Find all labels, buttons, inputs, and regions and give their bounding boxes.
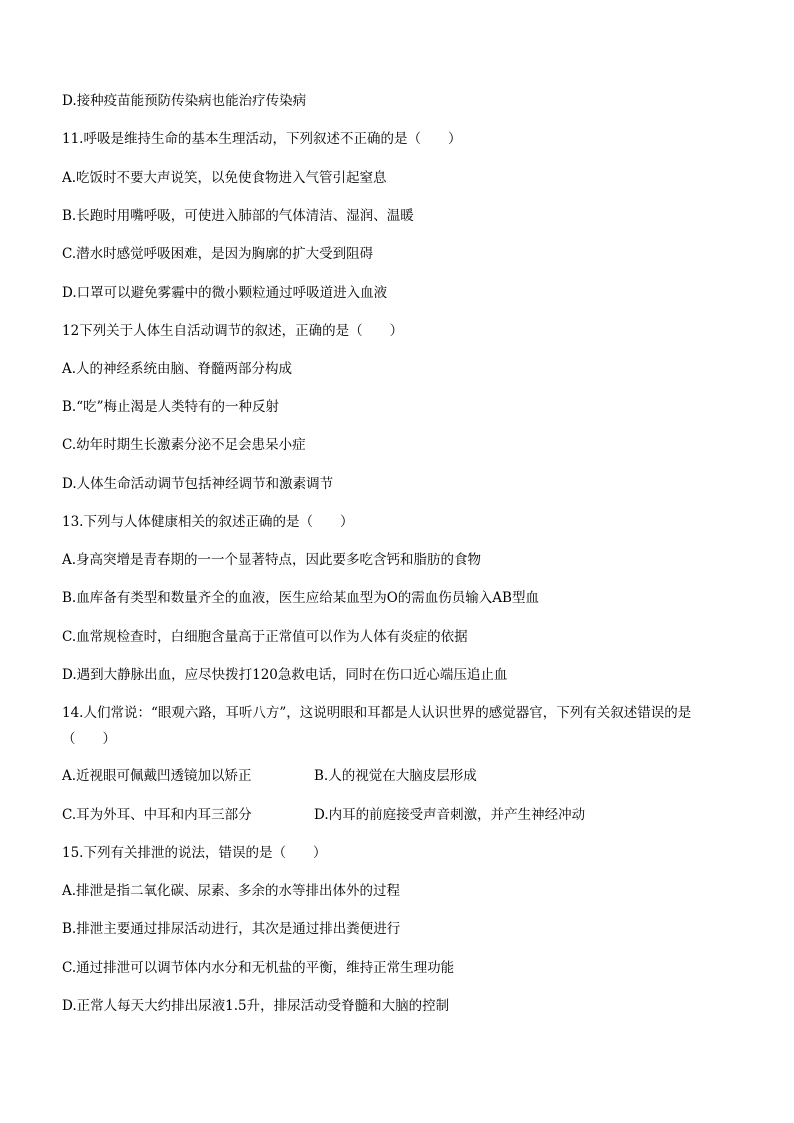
question-12: 12下列关于人体生自活动调节的叙述，正确的是（ ）: [62, 323, 404, 339]
q15-option-b: B.排泄主要通过排尿活动进行，其次是通过排出粪便进行: [62, 921, 401, 937]
q14-option-d: D.内耳的前庭接受声音刺激，并产生神经冲动: [314, 807, 586, 823]
q10-option-d: D.接种疫苗能预防传染病也能治疗传染病: [62, 93, 307, 109]
question-13: 13.下列与人体健康相关的叙述正确的是（ ）: [62, 514, 354, 530]
q11-option-c: C.潜水时感觉呼吸困难，是因为胸廓的扩大受到阻碍: [62, 246, 374, 262]
question-14: 14.人们常说：“眼观六路，耳听八方”，这说明眼和耳都是人认识世界的感觉器官，下列有关叙述错误的是（ ）: [62, 705, 692, 747]
q15-option-a: A.排泄是指二氧化碳、尿素、多余的水等排出体外的过程: [62, 883, 401, 899]
q13-option-d: D.遇到大静脉出血，应尽快拨打120急救电话，同时在伤口近心端压追止血: [62, 667, 508, 683]
q15-option-c: C.通过排泄可以调节体内水分和无机盐的平衡，维持正常生理功能: [62, 960, 455, 976]
q12-option-b: B.“吃”梅止渴是人类特有的一种反射: [62, 399, 280, 415]
q14-option-b: B.人的视觉在大脑皮层形成: [314, 768, 477, 784]
q14-option-a: A.近视眼可佩戴凹透镜加以矫正: [62, 768, 252, 784]
q11-option-b: B.长跑时用嘴呼吸，可使进入肺部的气体清洁、湿润、温暖: [62, 208, 414, 224]
question-11: 11.呼吸是维持生命的基本生理活动，下列叙述不正确的是（ ）: [62, 131, 462, 147]
q11-option-d: D.口罩可以避免雾霾中的微小颗粒通过呼吸道进入血液: [62, 285, 388, 301]
q12-option-a: A.人的神经系统由脑、脊髓两部分构成: [62, 361, 293, 377]
q13-option-a: A.身高突增是青春期的一一个显著特点，因此要多吃含钙和脂肪的食物: [62, 552, 482, 568]
q13-option-c: C.血常规检查时，白细胞含量高于正常值可以作为人体有炎症的依据: [62, 629, 468, 645]
q12-option-d: D.人体生命活动调节包括神经调节和激素调节: [62, 476, 334, 492]
question-15: 15.下列有关排泄的说法，错误的是（ ）: [62, 845, 327, 861]
q12-option-c: C.幼年时期生长激素分泌不足会患呆小症: [62, 437, 306, 453]
q15-option-d: D.正常人每天大约排出尿液1.5升，排尿活动受脊髓和大脑的控制: [62, 998, 450, 1014]
q14-option-c: C.耳为外耳、中耳和内耳三部分: [62, 807, 252, 823]
q11-option-a: A.吃饭时不要大声说笑，以免使食物进入气管引起窒息: [62, 170, 387, 186]
q13-option-b: B.血库备有类型和数量齐全的血液，医生应给某血型为O的需血伤员输入AB型血: [62, 590, 539, 606]
